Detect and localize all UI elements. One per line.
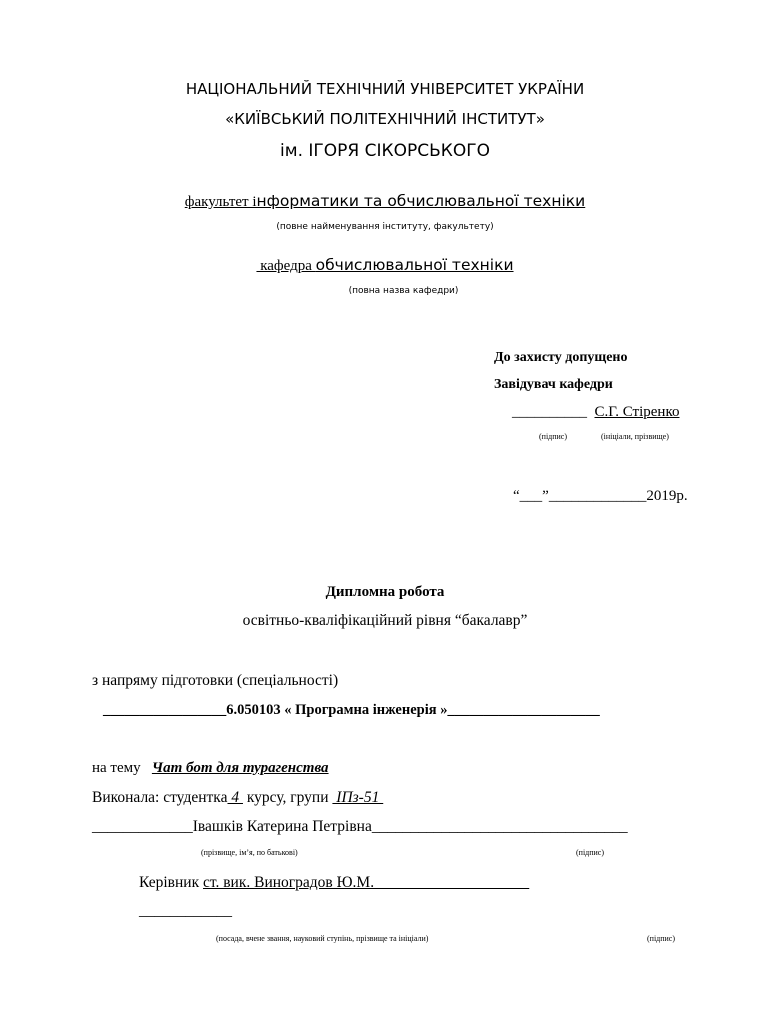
student-course-suffix: курсу, групи	[242, 789, 333, 806]
student-caption-sign: (підпис)	[576, 848, 605, 857]
approval-date: “___”_____________2019р.	[513, 488, 688, 504]
department-line	[0, 256, 770, 275]
supervisor-line	[139, 874, 529, 892]
student-prefix: Виконала: студентка	[92, 789, 228, 806]
supervisor-prefix: Керівник	[139, 874, 203, 891]
head-caption-sign: (підпис)	[539, 432, 568, 441]
department-name: обчислювальної техніки	[315, 256, 514, 274]
student-name-line: _____________Івашків Катерина Петрівна_________________________________	[92, 818, 628, 835]
supervisor-value: ст. вик. Виноградов Ю.М.____________________	[203, 874, 530, 891]
student-course: 4	[227, 789, 243, 806]
student-caption-name: (прізвище, ім’я, по батькові)	[201, 848, 298, 857]
topic-line	[92, 760, 329, 777]
head-caption-name: (ініціали, прізвище)	[601, 432, 669, 441]
direction-value: _________________6.050103 « Програмна інженерія »_____________________	[103, 702, 600, 718]
approval-line2: Завідувач кафедри	[494, 377, 613, 392]
supervisor-caption-sign: (підпис)	[647, 934, 676, 943]
university-name-line3: ім. ІГОРЯ СІКОРСЬКОГО	[280, 141, 490, 161]
university-name-line1: НАЦІОНАЛЬНИЙ ТЕХНІЧНИЙ УНІВЕРСИТЕТ УКРАЇНИ	[185, 80, 585, 98]
supervisor-caption-info: (посада, вчене звання, науковий ступінь, прізвище та ініціали)	[216, 934, 429, 943]
department-caption: (повна назва кафедри)	[348, 286, 459, 296]
work-level: освітньо-кваліфікаційний рівня “бакалавр”	[242, 612, 528, 629]
topic-label: на тему	[92, 760, 152, 776]
approval-line1: До захисту допущено	[494, 350, 628, 365]
head-signature-blank: __________	[512, 404, 587, 420]
head-signature-line	[512, 404, 679, 421]
faculty-caption: (повне найменування інституту, факультету)	[276, 222, 494, 232]
student-line	[92, 789, 383, 807]
faculty-line	[0, 192, 770, 211]
student-group: ІПз-51	[332, 789, 384, 806]
faculty-prefix: факультет і	[184, 194, 257, 210]
work-title: Дипломна робота	[325, 584, 445, 600]
topic-value: Чат бот для турагенства	[151, 760, 329, 776]
university-name-line2: «КИЇВСЬКИЙ ПОЛІТЕХНІЧНИЙ ІНСТИТУТ»	[225, 110, 545, 128]
direction-label: з напряму підготовки (спеціальності)	[92, 672, 339, 689]
department-prefix: кафедра	[256, 258, 316, 274]
faculty-name: нформатики та обчислювальної техніки	[256, 192, 586, 210]
supervisor-blank: ____________	[139, 902, 232, 919]
head-name: С.Г. Стіренко	[594, 404, 680, 420]
